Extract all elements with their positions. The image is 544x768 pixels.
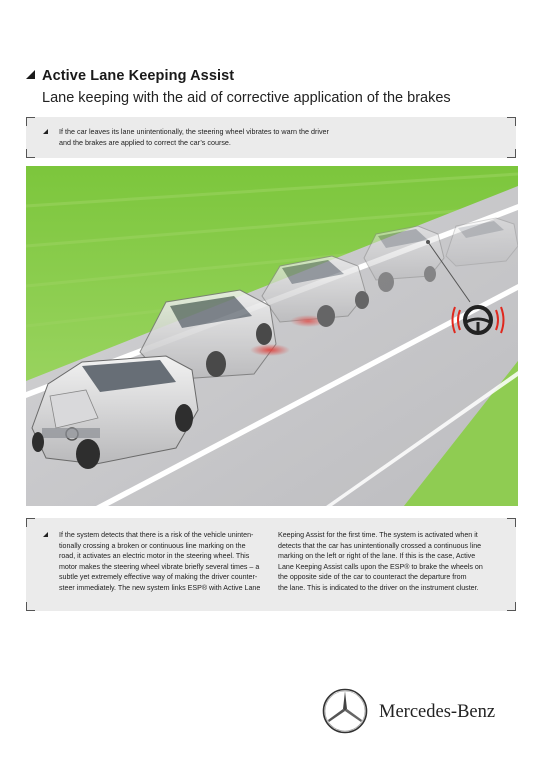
triangle-bullet-icon: [43, 129, 48, 134]
three-pointed-star-icon: [322, 688, 368, 734]
description-box: [26, 518, 516, 611]
page-title: [26, 68, 234, 84]
description-column-right: [278, 530, 488, 593]
corner-mark: [26, 149, 35, 158]
corner-mark: [26, 518, 35, 527]
corner-mark: [26, 117, 35, 126]
text-line: steer immediately. The new system links ESP® with Active Lane: [59, 583, 261, 592]
text-line: road, it activates an electric motor in the steering wheel. This: [59, 552, 250, 560]
text-line: subtle yet extremely effective way of making the driver counter-: [59, 573, 258, 581]
intro-text: [59, 126, 329, 148]
triangle-bullet-icon: [43, 532, 48, 537]
corner-mark: [507, 602, 516, 611]
text-line: motor makes the steering wheel vibrate briefly several times – a: [59, 562, 260, 571]
corner-mark: [26, 602, 35, 611]
text-line: the lane. This is indicated to the driver on the instrument cluster.: [278, 583, 479, 592]
intro-box: [26, 117, 516, 158]
page-subtitle: Lane keeping with the aid of corrective application of the brakes: [42, 90, 451, 106]
text-line: detects that the car has unintentionally crossed a continuous line: [278, 541, 482, 550]
text-line: Lane Keeping Assist calls upon the ESP® to brake the wheels on: [278, 562, 483, 571]
intro-line: and the brakes are applied to correct the car’s course.: [59, 138, 231, 147]
corner-mark: [507, 117, 516, 126]
lane-keeping-illustration: [26, 166, 518, 506]
text-line: Keeping Assist for the first time. The system is activated when it: [278, 531, 478, 539]
brand-name: Mercedes-Benz: [379, 702, 496, 722]
text-line: the opposite side of the car to counteract the departure from: [278, 573, 467, 581]
intro-line: If the car leaves its lane unintentionally, the steering wheel vibrates to warn the driver: [59, 127, 329, 136]
text-line: tionally crossing a broken or continuous line marking on the: [59, 541, 246, 550]
corner-mark: [507, 149, 516, 158]
text-line: marking on the left or right of the lane. If this is the case, Active: [278, 552, 476, 560]
text-line: If the system detects that there is a risk of the vehicle uninten-: [59, 531, 254, 539]
brake-indicator-icon: [250, 344, 290, 356]
corner-mark: [507, 518, 516, 527]
description-column-left: [59, 530, 267, 593]
illustration-svg: [26, 166, 518, 506]
triangle-bullet-icon: [26, 70, 35, 79]
title-text: Active Lane Keeping Assist: [42, 68, 235, 84]
